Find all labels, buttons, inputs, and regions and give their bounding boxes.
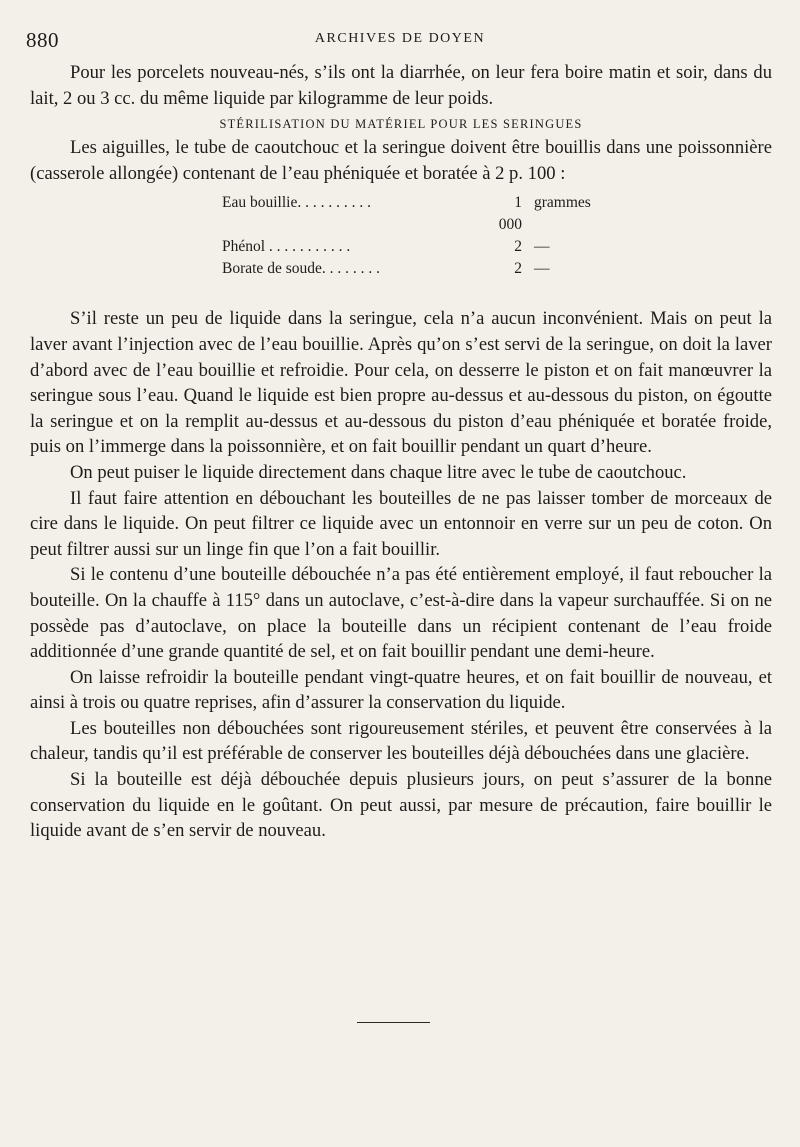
page-number: 880	[26, 28, 59, 52]
recipe-list	[222, 192, 772, 280]
closing-rule	[357, 1022, 430, 1023]
recipe-row	[222, 192, 772, 236]
recipe-quantity: 2	[514, 260, 522, 278]
paragraph: On laisse refroidir la bouteille pendant vingt-quatre heures, et on fait bouillir de nouveau, et ainsi à trois ou quatre reprises, afin d’assurer la conservation du liquide.	[30, 666, 772, 714]
recipe-unit: grammes	[534, 194, 591, 212]
recipe-row	[222, 236, 772, 258]
paragraph: On peut puiser le liquide directement dans chaque litre avec le tube de caoutchouc.	[70, 461, 687, 483]
recipe-row	[222, 258, 772, 280]
running-title: ARCHIVES DE DOYEN	[314, 31, 486, 46]
page-header	[0, 28, 800, 58]
paragraph: Les aiguilles, le tube de caoutchouc et la seringue doivent être bouillis dans une poissonnière (casserole allongée) contenant de l’eau phéniquée et boratée à 2 p. 100 :	[30, 137, 772, 184]
recipe-ingredient: Phénol . . . . . . . . . . .	[222, 238, 351, 256]
paragraph: Pour les porcelets nouveau-nés, s’ils ont la diarrhée, on leur fera boire matin et soir, dans du lait, 2 ou 3 cc. du même liquide par kilogramme de leur poids.	[30, 62, 772, 109]
paragraph: Si le contenu d’une bouteille débouchée n’a pas été entièrement employé, il faut reboucher la bouteille. On la chauffe à 115° dans un autoclave, c’est-à-dire dans la vapeur surchauffée. Si on ne possède pas d’autoclave, on place la bouteille dans un récipient contenant de l’eau froide additionnée d’une grande quantité de sel, et on fait bouillir pendant une demi-heure.	[30, 564, 772, 663]
paragraph: Si la bouteille est déjà débouchée depuis plusieurs jours, on peut s’assurer de la bonne conservation du liquide en le goûtant. On peut aussi, par mesure de précaution, faire bouillir le liquide avant de s’en servir de nouveau.	[30, 769, 772, 842]
recipe-quantity: 2	[514, 238, 522, 256]
recipe-quantity: 1 000	[498, 194, 522, 234]
recipe-unit: —	[534, 238, 550, 256]
paragraph: S’il reste un peu de liquide dans la seringue, cela n’a aucun inconvénient. Mais on peut la laver avant l’injection avec de l’eau bouillie. Après qu’on s’est servi de la seringue, on doit la laver d’abord avec de l’eau bouillie et refroidie. Pour cela, on desserre le piston et on fait manœuvrer la seringue sous l’eau. Quand le liquide est bien propre au-dessus et au-dessous du piston, on égoutte la seringue et on la remplit au-dessus et au-dessous du piston d’eau phéniquée et boratée froide, puis on l’immerge dans la poissonnière, et on fait bouillir pendant un quart d’heure.	[30, 308, 772, 458]
paragraph: Les bouteilles non débouchées sont rigoureusement stériles, et peuvent être conservées à la chaleur, tandis qu’il est préférable de conserver les bouteilles déjà débouchées dans une glacière.	[30, 717, 772, 765]
recipe-unit: —	[534, 260, 550, 278]
body-text	[30, 60, 772, 844]
section-title: STÉRILISATION DU MATÉRIEL POUR LES SERINGUES	[219, 117, 583, 132]
recipe-ingredient: Borate de soude. . . . . . . .	[222, 260, 380, 278]
recipe-ingredient: Eau bouillie. . . . . . . . . .	[222, 194, 371, 212]
paragraph: Il faut faire attention en débouchant les bouteilles de ne pas laisser tomber de morceaux de cire dans le liquide. On peut filtrer ce liquide avec un entonnoir en verre sur un peu de coton. On peut filtrer aussi sur un linge fin que l’on a fait bouillir.	[30, 487, 772, 560]
